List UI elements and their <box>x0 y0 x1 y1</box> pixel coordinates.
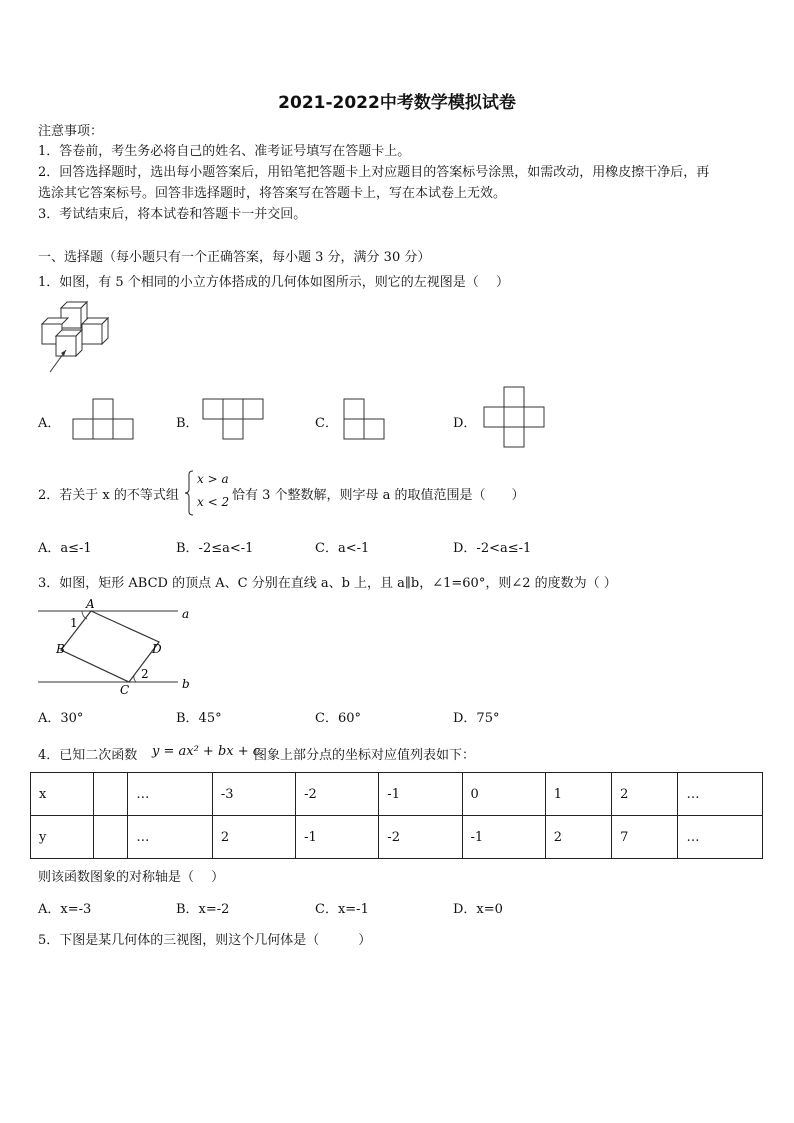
question-1-text: 1．如图，有 5 个相同的小立方体搭成的几何体如图所示，则它的左视图是（ ） <box>38 275 509 290</box>
q2-option-a: A．a≤-1 <box>38 541 92 556</box>
q1-option-d-view <box>483 386 545 450</box>
note-item-2a: 2．回答选择题时，选出每小题答案后，用铅笔把答题卡上对应题目的答案标号涂黑，如需改动，用橡皮擦干净后，再 <box>38 165 710 180</box>
note-item-1: 1．答卷前，考生务必将自己的姓名、准考证号填写在答题卡上。 <box>38 144 411 159</box>
q3-option-c: C．60° <box>315 711 361 726</box>
label-b-vertex: B <box>56 642 65 656</box>
table-cell: 2 <box>212 816 295 859</box>
q4-option-b: B．x=-2 <box>176 902 230 917</box>
value-table <box>30 772 763 859</box>
table-cell: x <box>31 773 94 816</box>
table-cell: -1 <box>379 773 462 816</box>
q1-option-c-label: C． <box>315 416 338 431</box>
table-cell: 2 <box>612 773 678 816</box>
table-cell <box>93 816 128 859</box>
table-row <box>31 816 763 859</box>
quadratic-formula: y = ax² + bx + c <box>152 744 261 759</box>
label-angle-1: 1 <box>70 616 78 630</box>
question-5-text: 5．下图是某几何体的三视图，则这个几何体是（ ） <box>38 933 372 948</box>
inequality-brace <box>184 470 194 516</box>
q3-option-a: A．30° <box>38 711 84 726</box>
table-row <box>31 773 763 816</box>
table-cell: 0 <box>462 773 545 816</box>
question-4-question: 则该函数图象的对称轴是（ ） <box>38 870 225 885</box>
label-line-b: b <box>182 677 190 691</box>
question-2-suffix: 恰有 3 个整数解，则字母 a 的取值范围是（ ） <box>232 488 525 503</box>
section-heading: 一、选择题（每小题只有一个正确答案，每小题 3 分，满分 30 分） <box>38 250 431 265</box>
q4-option-d: D．x=0 <box>453 902 503 917</box>
table-cell: 1 <box>545 773 611 816</box>
label-angle-2: 2 <box>141 667 149 681</box>
table-cell: … <box>128 816 212 859</box>
q2-option-b: B．-2≤a<-1 <box>176 541 254 556</box>
q1-option-d-label: D． <box>453 416 477 431</box>
table-cell: -2 <box>296 773 379 816</box>
q2-option-c: C．a<-1 <box>315 541 370 556</box>
page-title: 2021-2022中考数学模拟试卷 <box>278 93 516 113</box>
table-cell: -3 <box>212 773 295 816</box>
note-item-2b: 选涂其它答案标号。回答非选择题时，将答案写在答题卡上，写在本试卷上无效。 <box>38 186 507 201</box>
inequality-2: x < 2 <box>197 495 230 509</box>
q1-option-c-view <box>343 398 385 440</box>
question-4-suffix: 图象上部分点的坐标对应值列表如下： <box>254 748 476 763</box>
label-d-vertex: D <box>152 642 162 656</box>
table-cell: … <box>678 816 763 859</box>
question-4-prefix: 4．已知二次函数 <box>38 748 138 763</box>
q3-option-d: D．75° <box>453 711 500 726</box>
question-2-prefix: 2．若关于 x 的不等式组 <box>38 488 179 503</box>
note-item-3: 3．考试结束后，将本试卷和答题卡一并交回。 <box>38 207 307 222</box>
q1-option-a-label: A． <box>38 416 61 431</box>
q2-option-d: D．-2<a≤-1 <box>453 541 532 556</box>
table-cell: -2 <box>379 816 462 859</box>
q4-option-c: C．x=-1 <box>315 902 369 917</box>
cube-solid-figure <box>36 300 116 376</box>
table-cell: 7 <box>612 816 678 859</box>
q1-option-b-label: B． <box>176 416 199 431</box>
q3-option-b: B．45° <box>176 711 222 726</box>
table-cell <box>93 773 128 816</box>
table-cell: y <box>31 816 94 859</box>
table-cell: -1 <box>296 816 379 859</box>
table-cell: … <box>678 773 763 816</box>
table-cell: … <box>128 773 212 816</box>
q4-option-a: A．x=-3 <box>38 902 92 917</box>
label-c-vertex: C <box>120 683 130 697</box>
q1-option-a-view <box>72 398 134 440</box>
table-cell: 2 <box>545 816 611 859</box>
rectangle-parallel-lines-figure <box>36 598 196 698</box>
table-cell: -1 <box>462 816 545 859</box>
question-3-text: 3．如图，矩形 ABCD 的顶点 A、C 分别在直线 a、b 上，且 a∥b，∠1=60°，则∠2 的度数为（ ） <box>38 576 617 591</box>
label-line-a: a <box>182 607 190 621</box>
q1-option-b-view <box>202 398 264 440</box>
inequality-1: x > a <box>197 472 229 486</box>
label-a-vertex: A <box>86 598 95 611</box>
notes-heading: 注意事项： <box>38 124 104 139</box>
